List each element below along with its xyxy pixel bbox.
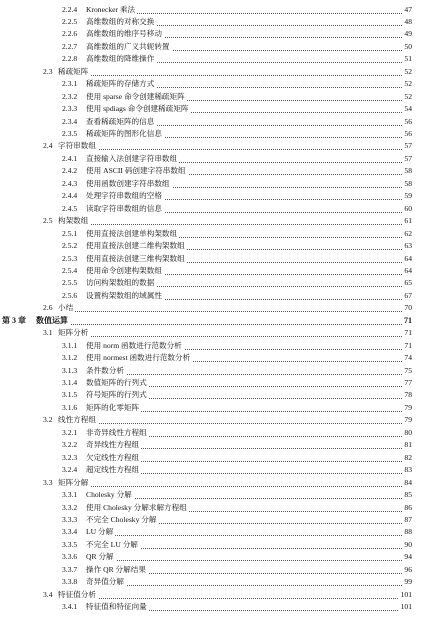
toc-entry-page: 58	[404, 178, 412, 188]
toc-entry-number: 3.3.2	[62, 502, 78, 512]
toc-entry-number: 2.5.3	[62, 253, 78, 263]
toc-entry-title: 线性方程组	[58, 415, 96, 425]
toc-entry-number: 2.5	[43, 216, 53, 226]
toc-subsection-entry	[0, 600, 422, 613]
toc-entry-number: 2.3	[43, 66, 53, 76]
toc-entry-title: 矩阵分析	[58, 328, 89, 338]
toc-entry-title: 使用 norm 函数进行范数分析	[86, 340, 182, 350]
toc-entry-title: 直接输入法创建字符串数组	[86, 153, 178, 163]
toc-entry-number: 2.2.5	[62, 16, 78, 26]
toc-entry-title: 欠定线性方程组	[86, 452, 140, 462]
toc-entry-number: 3.3.4	[62, 527, 78, 537]
toc-entry-page: 57	[404, 153, 412, 163]
toc-entry-page: 77	[404, 378, 412, 387]
toc-entry-page: 64	[404, 265, 412, 275]
toc-entry-page: 85	[404, 490, 412, 499]
toc-entry-page: 50	[404, 41, 412, 51]
toc-entry-number: 3.2.4	[62, 465, 78, 475]
toc-entry-title: 不完全 Cholesky 分解	[86, 515, 157, 524]
toc-entry-number: 2.4.4	[62, 191, 78, 201]
toc-entry-number: 3.1.6	[62, 402, 78, 412]
toc-entry-title: 高维数组的维序号移动	[86, 29, 162, 39]
toc-entry-page: 62	[404, 228, 412, 238]
toc-entry-page: 82	[404, 452, 412, 462]
toc-entry-number: 3.1.5	[62, 390, 78, 400]
toc-entry-page: 47	[404, 4, 412, 14]
toc-entry-page: 75	[404, 365, 412, 375]
toc-entry-page: 56	[404, 129, 412, 138]
toc-entry-page: 71	[404, 315, 412, 325]
toc-entry-page: 83	[404, 465, 412, 475]
toc-entry-page: 79	[404, 402, 412, 412]
toc-entry-title: 矩阵分解	[58, 477, 89, 487]
toc-entry-number: 2.3.2	[62, 91, 78, 101]
toc-entry-title: 使用直接法创建三维构架数组	[86, 253, 185, 263]
toc-entry-number: 2.4.1	[62, 153, 78, 163]
toc-entry-page: 64	[404, 253, 412, 263]
toc-entry-number: 2.5.5	[62, 278, 78, 288]
toc-entry-number: 2.2.6	[62, 29, 78, 39]
toc-entry-title: 使用直接法创建单构架数组	[86, 228, 178, 238]
toc-entry-number: 3.3	[43, 477, 53, 487]
toc-entry-title: 高维数组的广义共轭转置	[86, 41, 170, 51]
toc-entry-title: 矩阵的化零矩阵	[86, 402, 140, 412]
toc-entry-title: 操作 QR 分解结果	[86, 564, 146, 574]
toc-entry-page: 80	[404, 427, 412, 437]
toc-entry-title: 超定线性方程组	[86, 465, 140, 475]
toc-entry-number: 3.1.2	[62, 353, 78, 363]
toc-entry-title: 使用命令创建构架数组	[86, 265, 162, 275]
toc-entry-title: 访问构架数组的数据	[86, 278, 155, 288]
toc-entry-page: 70	[404, 303, 412, 313]
toc-entry-title: 奇异线性方程组	[86, 440, 140, 450]
toc-entry-title: 奇异值分解	[86, 577, 124, 587]
toc-entry-title: 高维数组的降维操作	[86, 54, 155, 64]
toc-entry-title: 稀疏矩阵	[58, 66, 89, 76]
toc-entry-page: 58	[404, 166, 412, 176]
toc-entry-number: 2.2.4	[62, 4, 78, 14]
toc-entry-number: 2.4	[43, 141, 53, 151]
toc-entry-number: 3.2.1	[62, 427, 78, 437]
toc-entry-page: 101	[400, 602, 412, 612]
toc-entry-title: 小结	[58, 303, 74, 313]
toc-entry-title: 查看稀疏矩阵的信息	[86, 116, 155, 126]
toc-entry-title: Kronecker 乘法	[86, 4, 136, 14]
toc-entry-title: 读取字符串数组的信息	[86, 203, 162, 213]
toc-entry-number: 2.2.8	[62, 54, 78, 64]
toc-entry-page: 74	[404, 353, 412, 363]
toc-entry-number: 3.2	[43, 415, 53, 425]
toc-entry-page: 88	[404, 527, 412, 537]
toc-entry-page: 94	[404, 552, 412, 562]
toc-entry-page: 84	[404, 477, 412, 487]
toc-entry-title: 非奇异线性方程组	[86, 427, 147, 437]
toc-entry-page: 99	[404, 577, 412, 587]
toc-entry-title: Cholesky 分解	[86, 490, 132, 499]
toc-entry-page: 67	[404, 290, 412, 300]
toc-entry-number: 2.5.1	[62, 228, 78, 238]
toc-entry-title: 特征值和特征向量	[86, 602, 147, 612]
toc-entry-page: 56	[404, 116, 412, 126]
toc-entry-page: 71	[404, 340, 412, 350]
toc-entry-number: 3.1.3	[62, 365, 78, 375]
toc-entry-title: 使用直接法创建二维构架数组	[86, 241, 185, 250]
toc-entry-title: 不完全 LU 分解	[86, 539, 138, 549]
toc-entry-number: 3.1	[43, 328, 53, 338]
toc-entry-number: 2.4.2	[62, 166, 78, 176]
toc-entry-title: 数值矩阵的行列式	[86, 378, 147, 387]
toc-entry-page: 101	[400, 589, 412, 599]
toc-entry-title: 高维数组的对称交换	[86, 16, 155, 26]
toc-entry-title: 字符串数组	[58, 141, 96, 151]
toc-entry-title: 使用 normest 函数进行范数分析	[86, 353, 191, 363]
toc-entry-page: 81	[404, 440, 412, 450]
toc-entry-page: 86	[404, 502, 412, 512]
toc-entry-page: 54	[404, 104, 412, 114]
toc-entry-title: 使用 sparse 命令创建稀疏矩阵	[86, 91, 185, 101]
toc-entry-number: 2.3.5	[62, 129, 78, 138]
toc-entry-number: 2.2.7	[62, 41, 78, 51]
toc-entry-page: 78	[404, 390, 412, 400]
toc-entry-page: 60	[404, 203, 412, 213]
toc-entry-page: 52	[404, 79, 412, 89]
toc-entry-title: 处理字符串数组的空格	[86, 191, 162, 201]
toc-entry-number: 3.2.3	[62, 452, 78, 462]
toc-entry-page: 87	[404, 515, 412, 524]
toc-entry-page: 52	[404, 66, 412, 76]
toc-entry-page: 71	[404, 328, 412, 338]
toc-entry-title: 符号矩阵的行列式	[86, 390, 147, 400]
toc-entry-title: 条件数分析	[86, 365, 124, 375]
toc-entry-number: 2.4.5	[62, 203, 78, 213]
toc-entry-title: 稀疏矩阵的存储方式	[86, 79, 155, 89]
toc-entry-number: 第 3 章	[2, 315, 26, 325]
toc-entry-page: 96	[404, 564, 412, 574]
toc-entry-number: 3.3.1	[62, 490, 78, 499]
toc-entry-page: 63	[404, 241, 412, 250]
toc-entry-title: 稀疏矩阵的图形化信息	[86, 129, 162, 138]
toc-entry-title: 数值运算	[36, 315, 68, 325]
toc-entry-number: 3.3.5	[62, 539, 78, 549]
toc-entry-title: QR 分解	[86, 552, 114, 562]
toc-entry-number: 2.4.3	[62, 178, 78, 188]
toc-entry-title: 设置构架数组的域属性	[86, 290, 162, 300]
toc-entry-number: 3.3.6	[62, 552, 78, 562]
toc-entry-page: 65	[404, 278, 412, 288]
toc-entry-page: 79	[404, 415, 412, 425]
toc-entry-number: 3.3.7	[62, 564, 78, 574]
toc-entry-title: 使用 spdiags 命令创建稀疏矩阵	[86, 104, 189, 114]
toc-entry-number: 3.3.8	[62, 577, 78, 587]
toc-entry-page: 49	[404, 29, 412, 39]
toc-entry-title: 使用 Cholesky 分解求解方程组	[86, 502, 187, 512]
toc-entry-number: 2.5.6	[62, 290, 78, 300]
toc-entry-title: LU 分解	[86, 527, 114, 537]
toc-entry-number: 3.1.4	[62, 378, 78, 387]
toc-entry-page: 57	[404, 141, 412, 151]
toc-entry-page: 48	[404, 16, 412, 26]
toc-entry-page: 52	[404, 91, 412, 101]
toc-entry-title: 使用函数创建字符串数组	[86, 178, 170, 188]
toc-entry-number: 3.4	[43, 589, 53, 599]
toc-entry-number: 2.3.3	[62, 104, 78, 114]
toc-entry-number: 2.5.4	[62, 265, 78, 275]
toc-entry-number: 2.5.2	[62, 241, 78, 250]
toc-entry-title: 特征值分析	[58, 589, 96, 599]
toc-entry-number: 2.6	[43, 303, 53, 313]
toc-entry-number: 2.3.1	[62, 79, 78, 89]
toc-entry-page: 51	[404, 54, 412, 64]
toc-entry-number: 3.1.1	[62, 340, 78, 350]
toc-entry-page: 90	[404, 539, 412, 549]
toc-entry-page: 59	[404, 191, 412, 201]
toc-entry-number: 3.2.2	[62, 440, 78, 450]
toc-entry-title: 使用 ASCII 码创建字符串数组	[86, 166, 186, 176]
toc-entry-number: 3.3.3	[62, 515, 78, 524]
toc-entry-number: 3.4.1	[62, 602, 78, 612]
toc-entry-page: 61	[404, 216, 412, 226]
toc-entry-number: 2.3.4	[62, 116, 78, 126]
toc-entry-title: 构架数组	[58, 216, 89, 226]
